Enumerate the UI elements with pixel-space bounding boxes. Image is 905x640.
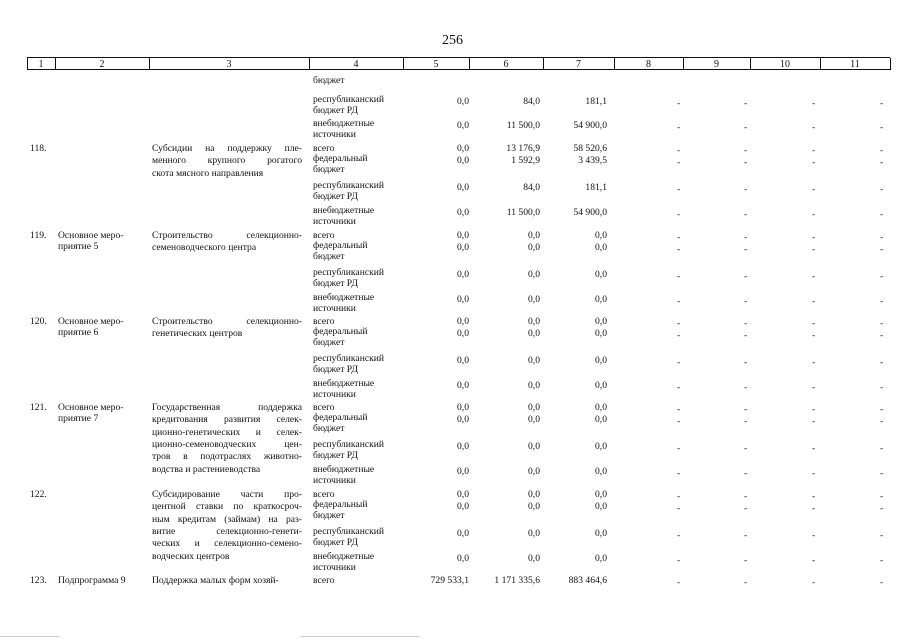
measure-description: Государственная поддержка: [152, 402, 302, 413]
column-number-header: 2: [99, 59, 105, 70]
amount-cell: 0,0: [595, 316, 607, 327]
dash-cell: -: [677, 98, 681, 109]
source-label: федеральный: [313, 412, 368, 423]
dash-cell: -: [880, 271, 884, 282]
amount-cell: 0,0: [595, 553, 607, 564]
amount-cell: 0,0: [595, 528, 607, 539]
dash-cell: -: [677, 232, 681, 243]
amount-cell: 181,1: [585, 182, 607, 193]
source-label: источники: [313, 303, 356, 314]
dash-cell: -: [812, 416, 816, 427]
amount-cell: 0,0: [457, 269, 469, 280]
source-label: республиканский: [313, 353, 385, 364]
source-label: республиканский: [313, 267, 385, 278]
measure-type: приятие 5: [58, 241, 99, 252]
dash-cell: -: [880, 530, 884, 541]
amount-cell: 54 900,0: [573, 120, 607, 131]
amount-cell: 0,0: [528, 269, 540, 280]
source-label: республиканский: [313, 94, 385, 105]
amount-cell: 0,0: [457, 230, 469, 241]
amount-cell: 0,0: [457, 355, 469, 366]
source-label: федеральный: [313, 240, 368, 251]
amount-cell: 0,0: [595, 402, 607, 413]
dash-cell: -: [677, 555, 681, 566]
measure-description: ческих и селекционно-семено-: [152, 538, 302, 550]
dash-cell: -: [677, 503, 681, 514]
source-label: внебюджетные: [313, 292, 375, 303]
dash-cell: -: [812, 184, 816, 195]
amount-cell: 0,0: [595, 441, 607, 452]
row-number: 118.: [30, 143, 47, 154]
column-number-header: 5: [433, 59, 439, 70]
source-label: бюджет РД: [313, 450, 358, 461]
dash-cell: -: [677, 468, 681, 479]
amount-cell: 0,0: [595, 466, 607, 477]
amount-cell: 0,0: [457, 466, 469, 477]
amount-cell: 0,0: [595, 242, 607, 253]
dash-cell: -: [744, 145, 748, 156]
dash-cell: -: [677, 491, 681, 502]
source-label: источники: [313, 216, 356, 227]
measure-description: водческих центров: [152, 550, 230, 562]
scan-mark-bottom-mid: [300, 636, 420, 637]
amount-cell: 0,0: [528, 242, 540, 253]
dash-cell: -: [677, 145, 681, 156]
dash-cell: -: [677, 184, 681, 195]
dash-cell: -: [744, 184, 748, 195]
source-label: бюджет: [313, 337, 345, 348]
measure-description: Строительство селекционно-: [152, 230, 302, 241]
amount-cell: 3 439,5: [578, 155, 607, 166]
source-label: источники: [313, 562, 356, 573]
column-number-header: 4: [353, 59, 359, 70]
source-label: внебюджетные: [313, 551, 375, 562]
dash-cell: -: [812, 271, 816, 282]
dash-cell: -: [812, 122, 816, 133]
row-number: 121.: [30, 402, 47, 413]
measure-type: приятие 7: [58, 413, 99, 424]
dash-cell: -: [880, 503, 884, 514]
dash-cell: -: [812, 577, 816, 588]
amount-cell: 729 533,1: [430, 575, 469, 586]
dash-cell: -: [812, 318, 816, 329]
amount-cell: 0,0: [457, 143, 469, 154]
dash-cell: -: [677, 416, 681, 427]
dash-cell: -: [744, 98, 748, 109]
amount-cell: 0,0: [457, 380, 469, 391]
row-number: 120.: [30, 316, 47, 327]
scan-mark-bottom-left: [0, 636, 60, 637]
dash-cell: -: [812, 555, 816, 566]
source-label: внебюджетные: [313, 378, 375, 389]
amount-cell: 1 171 335,6: [494, 575, 540, 586]
dash-cell: -: [677, 330, 681, 341]
dash-cell: -: [812, 244, 816, 255]
measure-type: Основное меро-: [58, 230, 124, 241]
amount-cell: 0,0: [595, 501, 607, 512]
dash-cell: -: [880, 416, 884, 427]
amount-cell: 0,0: [528, 402, 540, 413]
dash-cell: -: [880, 330, 884, 341]
amount-cell: 0,0: [528, 501, 540, 512]
dash-cell: -: [880, 491, 884, 502]
dash-cell: -: [744, 577, 748, 588]
amount-cell: 0,0: [457, 441, 469, 452]
dash-cell: -: [677, 271, 681, 282]
amount-cell: 0,0: [528, 528, 540, 539]
source-label: источники: [313, 129, 356, 140]
measure-description: скота мясного направления: [152, 167, 264, 179]
dash-cell: -: [880, 122, 884, 133]
source-label: бюджет РД: [313, 278, 358, 289]
amount-cell: 58 520,6: [573, 143, 607, 154]
dash-cell: -: [744, 382, 748, 393]
amount-cell: 0,0: [457, 316, 469, 327]
dash-cell: -: [880, 382, 884, 393]
amount-cell: 0,0: [457, 328, 469, 339]
dash-cell: -: [744, 330, 748, 341]
source-label: всего: [313, 143, 335, 154]
amount-cell: 0,0: [528, 553, 540, 564]
amount-cell: 0,0: [528, 294, 540, 305]
dash-cell: -: [744, 271, 748, 282]
source-label: всего: [313, 230, 335, 241]
dash-cell: -: [880, 443, 884, 454]
dash-cell: -: [744, 491, 748, 502]
amount-cell: 0,0: [457, 402, 469, 413]
dash-cell: -: [812, 503, 816, 514]
amount-cell: 0,0: [457, 242, 469, 253]
dash-cell: -: [677, 382, 681, 393]
dash-cell: -: [744, 122, 748, 133]
amount-cell: 0,0: [595, 489, 607, 500]
source-label: федеральный: [313, 326, 368, 337]
dash-cell: -: [744, 296, 748, 307]
measure-type: Основное меро-: [58, 316, 124, 327]
amount-cell: 0,0: [528, 489, 540, 500]
dash-cell: -: [880, 577, 884, 588]
dash-cell: -: [812, 232, 816, 243]
source-label: федеральный: [313, 153, 368, 164]
amount-cell: 0,0: [457, 96, 469, 107]
dash-cell: -: [880, 468, 884, 479]
amount-cell: 0,0: [457, 501, 469, 512]
amount-cell: 11 500,0: [506, 120, 540, 131]
amount-cell: 0,0: [595, 355, 607, 366]
measure-type: Подпрограмма 9: [58, 575, 126, 586]
column-number-header: 10: [780, 59, 790, 70]
dash-cell: -: [744, 555, 748, 566]
source-label: бюджет: [313, 251, 345, 262]
amount-cell: 0,0: [528, 380, 540, 391]
measure-description: ционно-семеноводческих цен-: [152, 438, 302, 450]
dash-cell: -: [677, 122, 681, 133]
amount-cell: 883 464,6: [568, 575, 607, 586]
dash-cell: -: [880, 296, 884, 307]
column-number-header: 3: [226, 59, 232, 70]
dash-cell: -: [677, 318, 681, 329]
source-label: источники: [313, 475, 356, 486]
dash-cell: -: [744, 244, 748, 255]
dash-cell: -: [880, 157, 884, 168]
amount-cell: 1 592,9: [511, 155, 540, 166]
amount-cell: 84,0: [523, 96, 540, 107]
measure-description: витие селекционно-генети-: [152, 525, 302, 537]
dash-cell: -: [744, 157, 748, 168]
dash-cell: -: [677, 443, 681, 454]
dash-cell: -: [677, 296, 681, 307]
measure-description: генетических центров: [152, 328, 243, 340]
source-label: республиканский: [313, 439, 385, 450]
source-label: всего: [313, 489, 335, 500]
source-label: внебюджетные: [313, 464, 375, 475]
source-label: республиканский: [313, 180, 385, 191]
measure-description: менного крупного рогатого: [152, 155, 302, 167]
amount-cell: 0,0: [528, 328, 540, 339]
amount-cell: 0,0: [457, 182, 469, 193]
dash-cell: -: [744, 530, 748, 541]
source-label: всего: [313, 316, 335, 327]
dash-cell: -: [744, 357, 748, 368]
source-label: бюджет: [313, 75, 345, 86]
dash-cell: -: [744, 416, 748, 427]
measure-description: ным кредитам (займам) на раз-: [152, 513, 302, 525]
source-label: бюджет РД: [313, 105, 358, 116]
amount-cell: 11 500,0: [506, 207, 540, 218]
amount-cell: 0,0: [528, 230, 540, 241]
source-label: бюджет: [313, 510, 345, 521]
column-number-header: 6: [503, 59, 509, 70]
measure-description: кредитования развития селек-: [152, 414, 302, 426]
amount-cell: 54 900,0: [573, 207, 607, 218]
dash-cell: -: [812, 330, 816, 341]
dash-cell: -: [744, 503, 748, 514]
amount-cell: 0,0: [457, 553, 469, 564]
dash-cell: -: [880, 318, 884, 329]
dash-cell: -: [812, 491, 816, 502]
column-number-header: 9: [714, 59, 719, 70]
source-label: бюджет РД: [313, 191, 358, 202]
dash-cell: -: [677, 404, 681, 415]
amount-cell: 0,0: [457, 414, 469, 425]
amount-cell: 0,0: [457, 489, 469, 500]
measure-description: Субсидирование части про-: [152, 489, 302, 500]
measure-description: ционно-генетических и селек-: [152, 426, 302, 438]
dash-cell: -: [880, 404, 884, 415]
amount-cell: 0,0: [595, 380, 607, 391]
column-number-header: 7: [576, 59, 581, 70]
amount-cell: 84,0: [523, 182, 540, 193]
amount-cell: 0,0: [457, 294, 469, 305]
amount-cell: 0,0: [528, 414, 540, 425]
source-label: источники: [313, 389, 356, 400]
measure-description: Субсидии на поддержку пле-: [152, 143, 302, 154]
measure-description: семеноводческого центра: [152, 242, 257, 254]
dash-cell: -: [744, 468, 748, 479]
column-number-header: 1: [38, 59, 44, 70]
amount-cell: 0,0: [457, 155, 469, 166]
dash-cell: -: [677, 209, 681, 220]
amount-cell: 0,0: [457, 528, 469, 539]
dash-cell: -: [812, 357, 816, 368]
table-header-top-rule: [27, 57, 890, 58]
dash-cell: -: [880, 232, 884, 243]
dash-cell: -: [880, 244, 884, 255]
dash-cell: -: [812, 530, 816, 541]
measure-description: Строительство селекционно-: [152, 316, 302, 327]
amount-cell: 0,0: [595, 294, 607, 305]
dash-cell: -: [744, 232, 748, 243]
amount-cell: 0,0: [457, 120, 469, 131]
measure-type: Основное меро-: [58, 402, 124, 413]
dash-cell: -: [812, 145, 816, 156]
dash-cell: -: [744, 209, 748, 220]
dash-cell: -: [812, 443, 816, 454]
row-number: 122.: [30, 489, 47, 500]
measure-description: Поддержка малых форм хозяй-: [152, 575, 279, 586]
measure-description: центной ставки по краткосроч-: [152, 501, 302, 513]
dash-cell: -: [812, 404, 816, 415]
dash-cell: -: [677, 157, 681, 168]
column-number-header: 11: [850, 59, 860, 70]
dash-cell: -: [812, 382, 816, 393]
amount-cell: 0,0: [595, 414, 607, 425]
amount-cell: 0,0: [457, 207, 469, 218]
amount-cell: 0,0: [528, 355, 540, 366]
source-label: бюджет РД: [313, 364, 358, 375]
dash-cell: -: [677, 357, 681, 368]
amount-cell: 0,0: [595, 328, 607, 339]
dash-cell: -: [812, 209, 816, 220]
source-label: внебюджетные: [313, 118, 375, 129]
source-label: республиканский: [313, 526, 385, 537]
amount-cell: 181,1: [585, 96, 607, 107]
dash-cell: -: [880, 555, 884, 566]
dash-cell: -: [812, 468, 816, 479]
dash-cell: -: [880, 357, 884, 368]
source-label: бюджет РД: [313, 537, 358, 548]
amount-cell: 0,0: [528, 466, 540, 477]
dash-cell: -: [744, 443, 748, 454]
dash-cell: -: [880, 209, 884, 220]
source-label: всего: [313, 575, 335, 586]
dash-cell: -: [677, 244, 681, 255]
source-label: бюджет: [313, 423, 345, 434]
header-divider: [890, 58, 891, 70]
source-label: внебюджетные: [313, 205, 375, 216]
dash-cell: -: [812, 98, 816, 109]
amount-cell: 0,0: [528, 441, 540, 452]
dash-cell: -: [880, 184, 884, 195]
amount-cell: 0,0: [595, 269, 607, 280]
amount-cell: 13 176,9: [506, 143, 540, 154]
measure-description: водства и растениеводства: [152, 463, 261, 475]
amount-cell: 0,0: [595, 230, 607, 241]
measure-description: тров в подотраслях животно-: [152, 451, 302, 463]
dash-cell: -: [880, 98, 884, 109]
measure-type: приятие 6: [58, 327, 99, 338]
source-label: федеральный: [313, 499, 368, 510]
source-label: бюджет: [313, 164, 345, 175]
dash-cell: -: [677, 530, 681, 541]
column-number-header: 8: [646, 59, 651, 70]
row-number: 123.: [30, 575, 47, 586]
dash-cell: -: [880, 145, 884, 156]
dash-cell: -: [812, 157, 816, 168]
source-label: всего: [313, 402, 335, 413]
dash-cell: -: [744, 318, 748, 329]
dash-cell: -: [812, 296, 816, 307]
page-number: 256: [442, 33, 463, 48]
amount-cell: 0,0: [528, 316, 540, 327]
dash-cell: -: [744, 404, 748, 415]
dash-cell: -: [677, 577, 681, 588]
row-number: 119.: [30, 230, 47, 241]
